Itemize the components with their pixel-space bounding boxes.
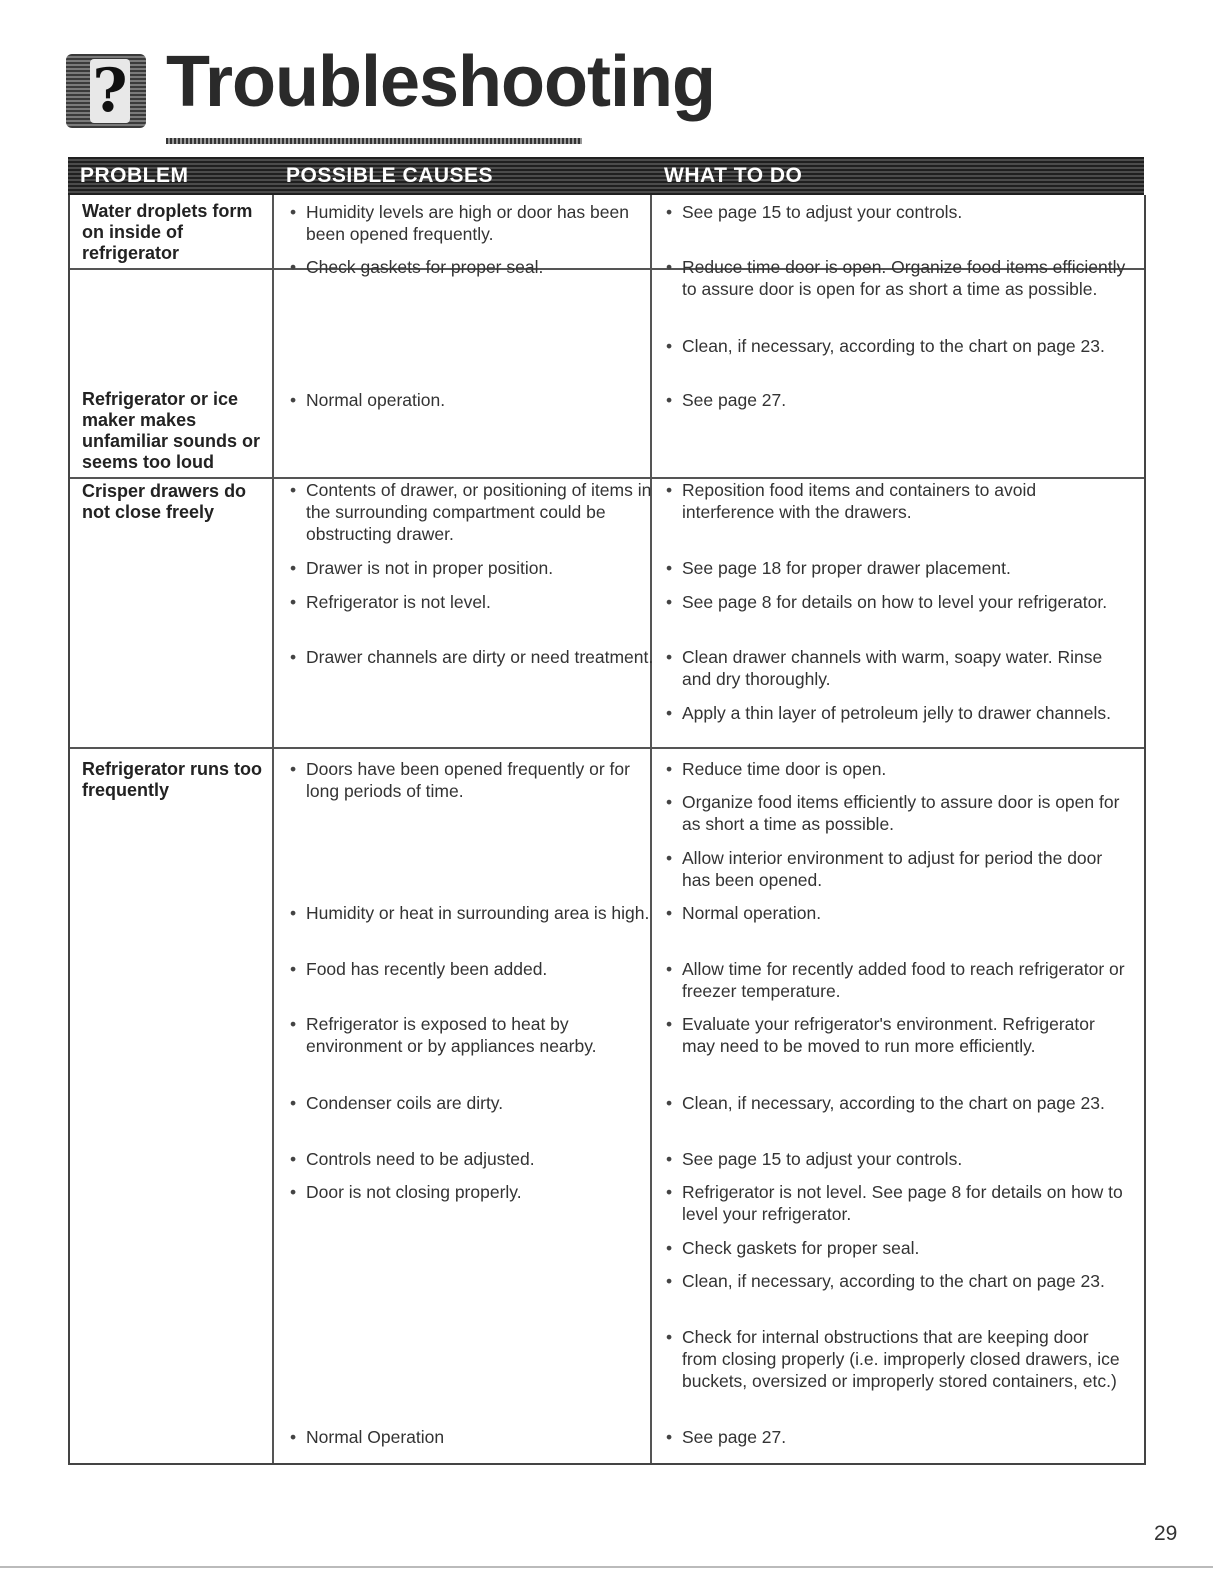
todo-item: • Clean drawer channels with warm, soapy water. Rinse and dry thoroughly. [664, 646, 1128, 690]
question-mark-icon: ? [66, 54, 146, 128]
cause-item: • Drawer channels are dirty or need treatment. [288, 646, 656, 668]
cause-item: • Drawer is not in proper position. [288, 557, 656, 579]
title-underline [166, 138, 582, 144]
cause-item: • Food has recently been added. [288, 958, 656, 980]
row-divider [70, 747, 1144, 749]
table-header [68, 157, 1144, 195]
footer-rule [0, 1566, 1213, 1568]
cause-item: • Door is not closing properly. [288, 1181, 656, 1203]
todo-item: • See page 27. [664, 1426, 1128, 1448]
cause-item: • Refrigerator is exposed to heat by environment or by appliances nearby. [288, 1013, 656, 1057]
cause-item: • Doors have been opened frequently or for long periods of time. [288, 758, 656, 802]
todo-item: • Allow time for recently added food to reach refrigerator or freezer temperature. [664, 958, 1128, 1002]
header-problem: PROBLEM [80, 164, 189, 187]
header-what-to-do: WHAT TO DO [664, 164, 803, 187]
page-title: Troubleshooting [166, 42, 715, 122]
todo-item: • Evaluate your refrigerator's environment. Refrigerator may need to be moved to run more efficiently. [664, 1013, 1128, 1057]
page-number: 29 [1154, 1522, 1178, 1545]
todo-item: • Reduce time door is open. Organize food items efficiently to assure door is open for as short a time as possible. [664, 256, 1128, 300]
problem-runs-frequently: Refrigerator runs too frequently [82, 759, 263, 800]
todo-item: • Allow interior environment to adjust for period the door has been opened. [664, 847, 1128, 891]
todo-item: • Check gaskets for proper seal. [664, 1237, 1128, 1259]
todo-item: • Normal operation. [664, 902, 1128, 924]
troubleshooting-table [68, 195, 1146, 1465]
header-possible-causes: POSSIBLE CAUSES [286, 164, 494, 187]
cause-item: • Humidity levels are high or door has been been opened frequently. [288, 201, 656, 245]
todo-item: • See page 18 for proper drawer placement. [664, 557, 1128, 579]
todo-item: • Check for internal obstructions that are keeping door from closing properly (i.e. improperly closed drawers, ice buckets, oversized or improperly stored containers, etc.) [664, 1326, 1128, 1392]
column-divider [272, 195, 274, 1463]
todo-item: • See page 8 for details on how to level your refrigerator. [664, 591, 1128, 613]
cause-item: • Normal operation. [288, 389, 656, 411]
problem-crisper-drawers: Crisper drawers do not close freely [82, 481, 247, 522]
problem-unfamiliar-sounds: Refrigerator or ice maker makes unfamiliar sounds or seems too loud [82, 389, 261, 472]
cause-item: • Humidity or heat in surrounding area is high. [288, 902, 656, 924]
problem-water-droplets: Water droplets form on inside of refrigerator [82, 201, 253, 263]
todo-item: • Organize food items efficiently to assure door is open for as short a time as possible. [664, 791, 1128, 835]
cause-item: • Refrigerator is not level. [288, 591, 656, 613]
todo-item: • See page 27. [664, 389, 1128, 411]
cause-item: • Contents of drawer, or positioning of items in the surrounding compartment could be obstructing drawer. [288, 479, 656, 545]
cause-item: • Controls need to be adjusted. [288, 1148, 656, 1170]
column-divider [650, 195, 652, 1463]
todo-item: • See page 15 to adjust your controls. [664, 201, 1128, 223]
cause-item: • Normal Operation [288, 1426, 656, 1448]
cause-item: • Check gaskets for proper seal. [288, 256, 656, 278]
todo-item: • Clean, if necessary, according to the chart on page 23. [664, 335, 1128, 357]
todo-item: • Apply a thin layer of petroleum jelly to drawer channels. [664, 702, 1128, 724]
todo-item: • Reposition food items and containers to avoid interference with the drawers. [664, 479, 1128, 523]
todo-item: • Clean, if necessary, according to the chart on page 23. [664, 1092, 1128, 1114]
todo-item: • Refrigerator is not level. See page 8 for details on how to level your refrigerator. [664, 1181, 1128, 1225]
todo-item: • See page 15 to adjust your controls. [664, 1148, 1128, 1170]
todo-item: • Clean, if necessary, according to the chart on page 23. [664, 1270, 1128, 1292]
cause-item: • Condenser coils are dirty. [288, 1092, 656, 1114]
todo-item: • Reduce time door is open. [664, 758, 1128, 780]
